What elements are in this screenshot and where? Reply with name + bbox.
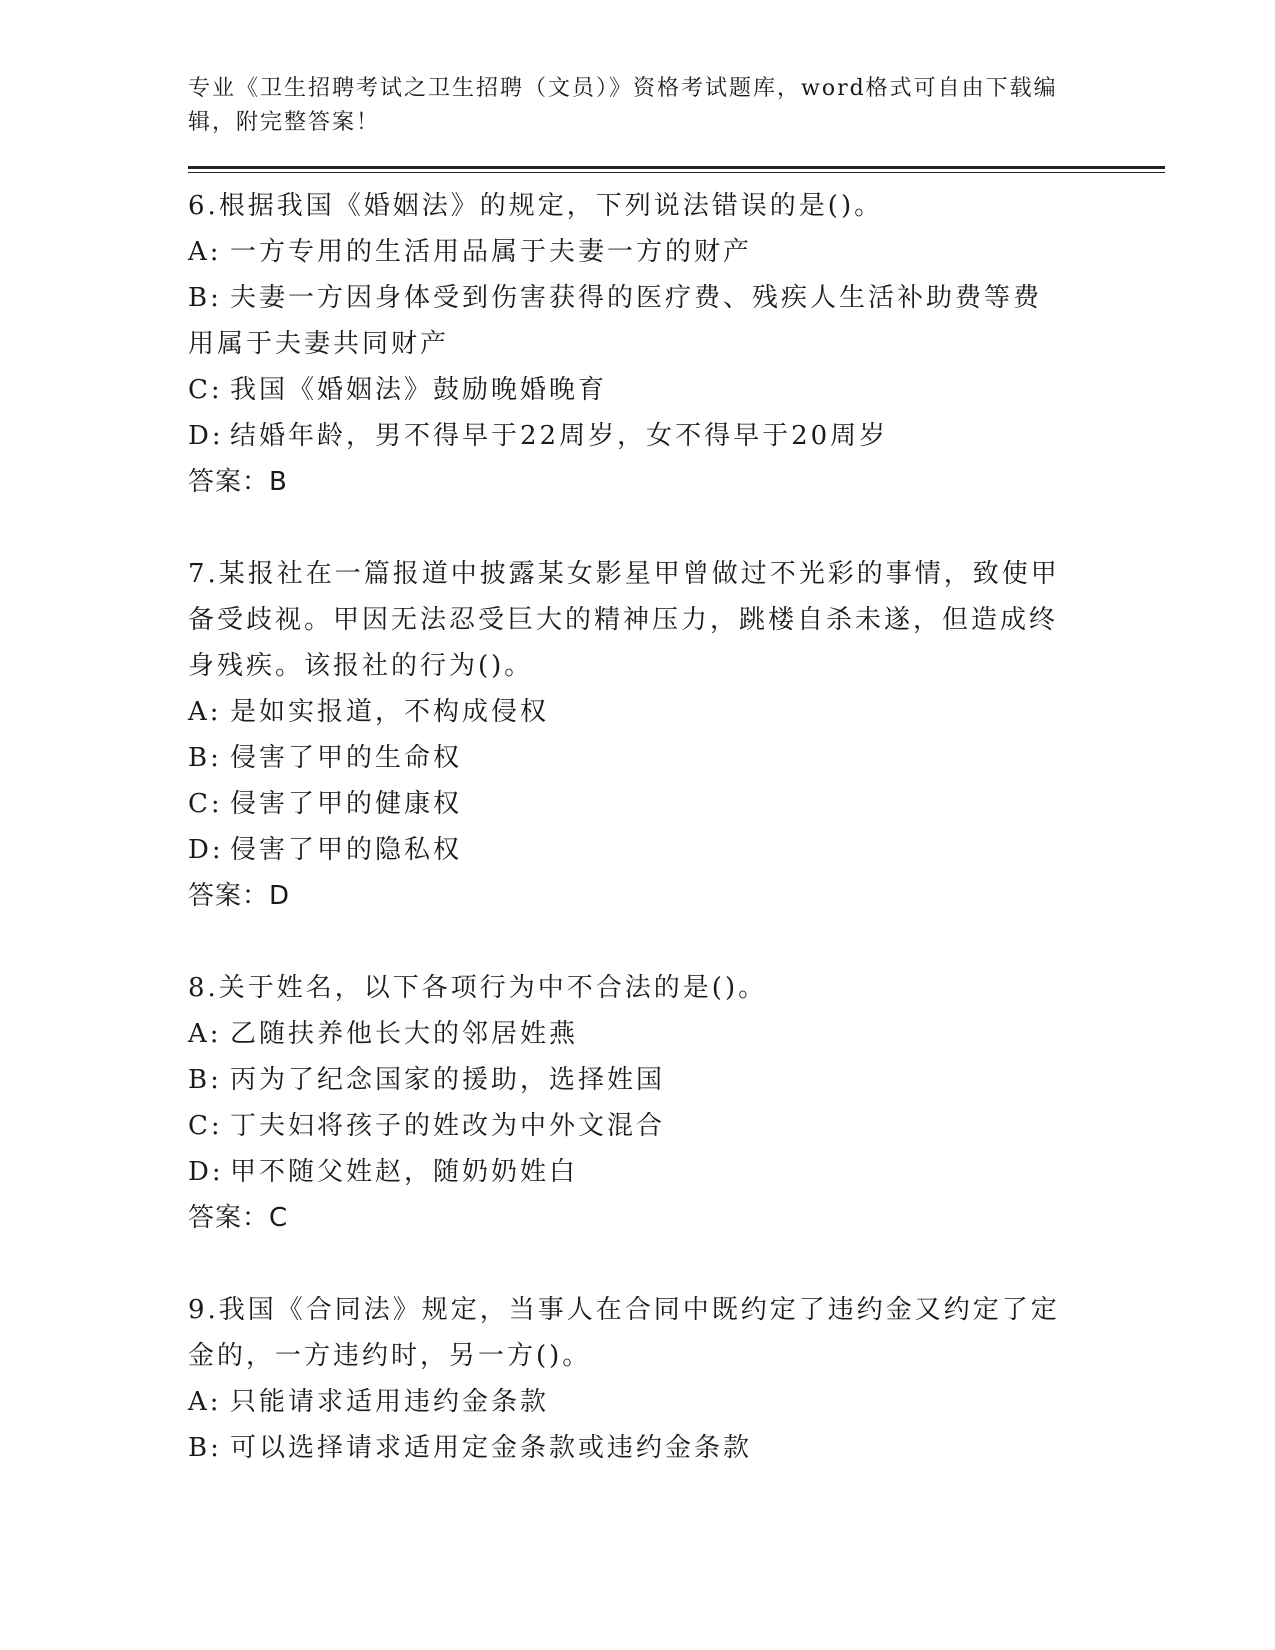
option-letter: C: [188, 1111, 223, 1141]
option-c [188, 367, 1168, 413]
answer-label: 答案：B [188, 467, 288, 497]
option-letter: C: [188, 789, 223, 819]
option-text: 结婚年龄，男不得早于22周岁，女不得早于20周岁 [230, 421, 889, 451]
option-c [188, 1103, 1168, 1149]
option-text: 乙随扶养他长大的邻居姓燕 [230, 1019, 579, 1049]
option-text: 侵害了甲的生命权 [230, 743, 463, 773]
answer-label: 答案：D [188, 881, 291, 911]
option-text: 一方专用的生活用品属于夫妻一方的财产 [230, 237, 753, 267]
option-text: 侵害了甲的健康权 [230, 789, 463, 819]
option-text: 夫妻一方因身体受到伤害获得的医疗费、残疾人生活补助费等费用属于夫妻共同财产 [188, 283, 1043, 359]
option-text: 是如实报道，不构成侵权 [230, 697, 550, 727]
option-letter: D: [188, 1157, 224, 1187]
option-d [188, 413, 1168, 459]
option-b [188, 275, 1068, 367]
document-page [188, 72, 1168, 1517]
option-letter: B: [188, 743, 222, 773]
option-letter: D: [188, 835, 224, 865]
document-header: 专业《卫生招聘考试之卫生招聘（文员）》资格考试题库，word格式可自由下载编辑，附完整答案！ [188, 76, 1058, 135]
option-letter: D: [188, 421, 224, 451]
header-divider [188, 166, 1165, 173]
option-c [188, 781, 1168, 827]
option-b [188, 1057, 1168, 1103]
option-text: 我国《婚姻法》鼓励晚婚晚育 [230, 375, 608, 405]
option-text: 可以选择请求适用定金条款或违约金条款 [230, 1433, 753, 1463]
option-text: 甲不随父姓赵，随奶奶姓白 [230, 1157, 579, 1187]
answer-label: 答案：C [188, 1203, 289, 1233]
option-letter: A: [188, 1387, 222, 1417]
option-letter: B: [188, 283, 222, 313]
option-letter: B: [188, 1433, 222, 1463]
question-list [188, 183, 1168, 1471]
option-letter: C: [188, 375, 223, 405]
question-9 [188, 1287, 1168, 1471]
option-text: 只能请求适用违约金条款 [230, 1387, 550, 1417]
question-stem: 6.根据我国《婚姻法》的规定，下列说法错误的是()。 [188, 191, 884, 221]
option-text: 丁夫妇将孩子的姓改为中外文混合 [230, 1111, 666, 1141]
question-7 [188, 551, 1168, 919]
option-b [188, 1425, 1168, 1471]
question-stem: 9.我国《合同法》规定，当事人在合同中既约定了违约金又约定了定金的，一方违约时，另一方()。 [188, 1295, 1060, 1371]
option-letter: A: [188, 1019, 222, 1049]
option-d [188, 827, 1168, 873]
question-8 [188, 965, 1168, 1241]
divider-thin-line [188, 172, 1165, 173]
option-a [188, 1379, 1168, 1425]
option-b [188, 735, 1168, 781]
option-d [188, 1149, 1168, 1195]
option-letter: A: [188, 697, 222, 727]
option-text: 丙为了纪念国家的援助，选择姓国 [230, 1065, 666, 1095]
question-stem: 8.关于姓名，以下各项行为中不合法的是()。 [188, 973, 768, 1003]
option-a [188, 229, 1168, 275]
option-a [188, 689, 1168, 735]
option-letter: B: [188, 1065, 222, 1095]
question-stem: 7.某报社在一篇报道中披露某女影星甲曾做过不光彩的事情，致使甲备受歧视。甲因无法忍受巨大的精神压力，跳楼自杀未遂，但造成终身残疾。该报社的行为()。 [188, 559, 1060, 681]
option-a [188, 1011, 1168, 1057]
question-6 [188, 183, 1168, 505]
divider-thick-line [188, 166, 1165, 169]
option-letter: A: [188, 237, 222, 267]
option-text: 侵害了甲的隐私权 [230, 835, 463, 865]
